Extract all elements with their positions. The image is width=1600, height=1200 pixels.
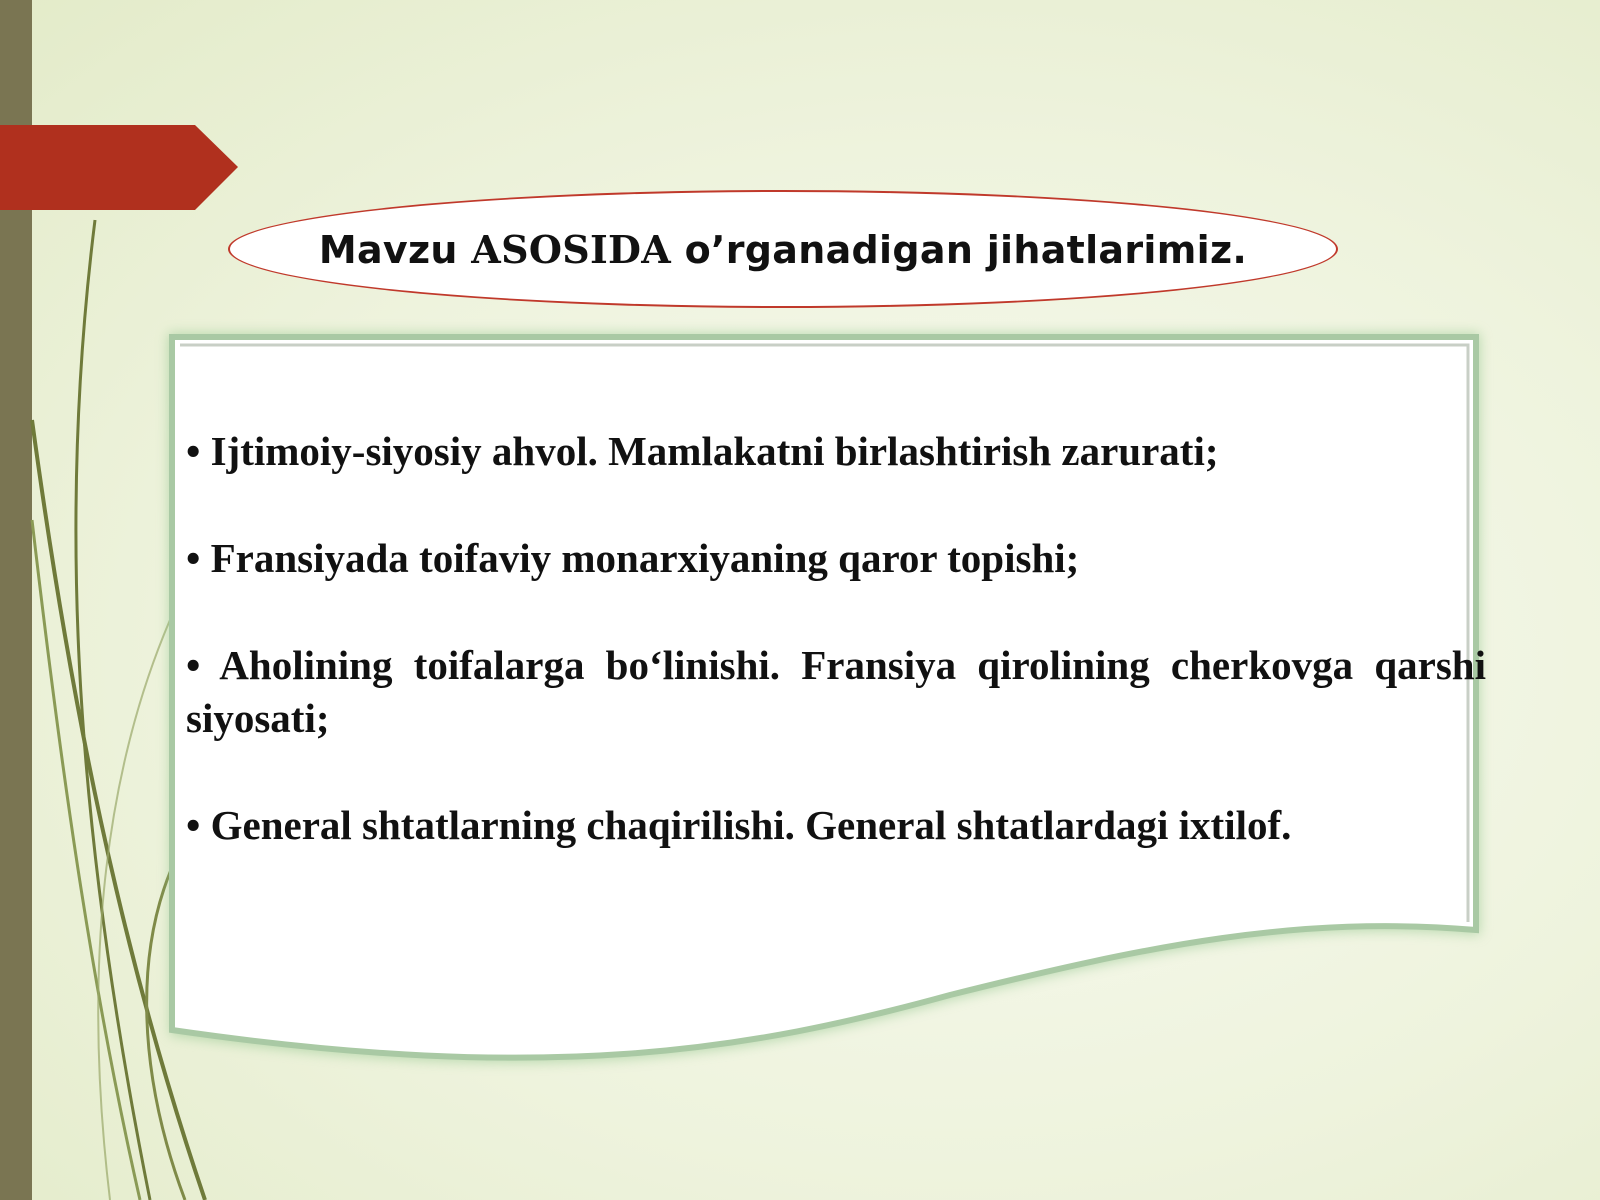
title-suffix: o’rganadigan jihatlarimiz. — [671, 227, 1248, 272]
slide-title — [319, 227, 1247, 272]
bullet-item: • Aholining toifalarga bo‘linishi. Fransiya qirolining cherkovga qarshi siyosati; — [186, 642, 1486, 741]
bullet-item: • General shtatlarning chaqirilishi. General shtatlardagi ixtilof. — [186, 802, 1292, 848]
bullet-item: • Ijtimoiy-siyosiy ahvol. Mamlakatni birlashtirish zarurati; — [186, 428, 1219, 474]
bullet-list — [186, 425, 1486, 906]
bullet-item: • Fransiyada toifaviy monarxiyaning qaror topishi; — [186, 535, 1080, 581]
title-oval — [228, 190, 1338, 308]
title-prefix: Mavzu — [318, 227, 472, 272]
title-caps: ASOSIDA — [471, 226, 672, 272]
